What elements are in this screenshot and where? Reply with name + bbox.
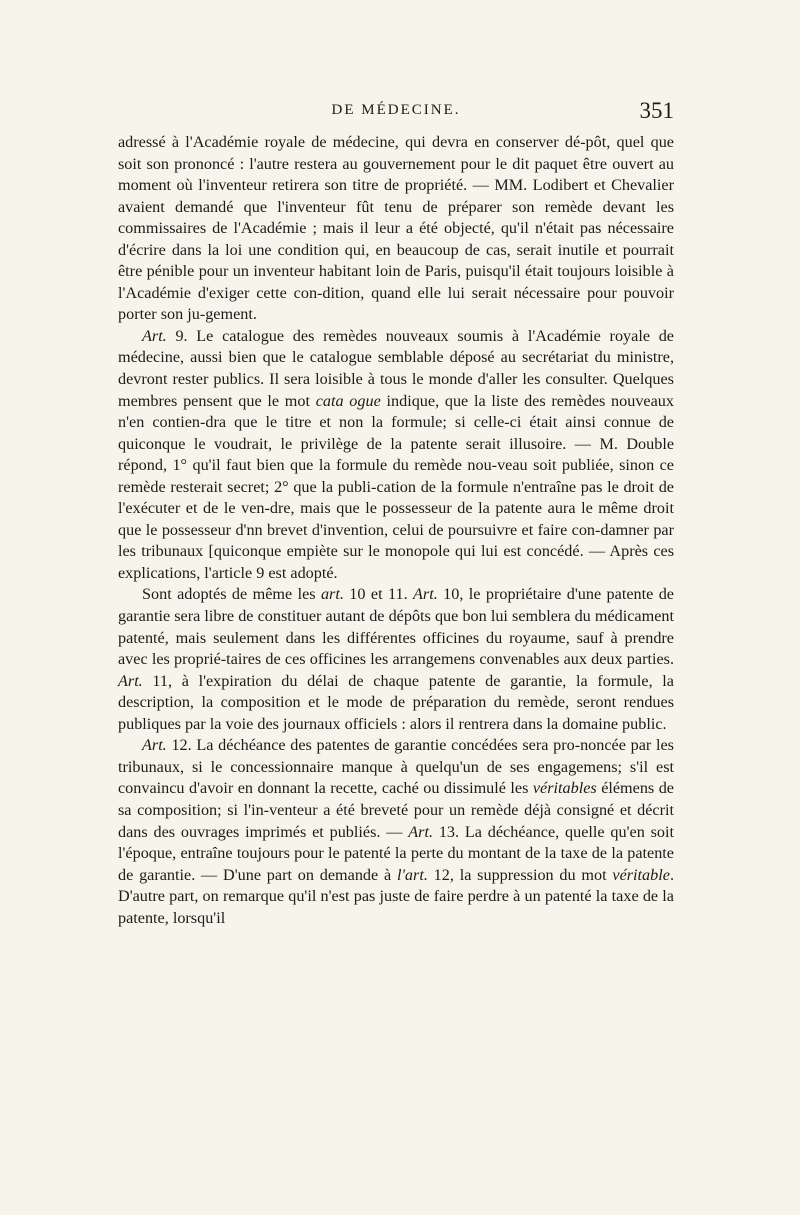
italic-run: Art. <box>118 671 143 690</box>
text-run: . D'autre part, on remarque qu'il n'est pas juste de faire perdre à un patenté la taxe de la patente, lorsqu'il <box>118 865 674 927</box>
text-run: 12. La déchéance des patentes de garantie concédées sera pro-noncée par les tribunaux, si le concessionnaire manque à quelqu'un de ses engagemens; s'il est convaincu d'avoir en donnant la recette, caché ou dissimulé les <box>118 736 674 798</box>
italic-run: art. <box>320 585 344 604</box>
page-header <box>118 98 674 130</box>
italic-run: Art. <box>142 736 167 755</box>
italic-run: l'art. <box>396 865 428 884</box>
page-number: 351 <box>639 98 674 123</box>
text-run: 12, la suppression du mot <box>427 865 613 884</box>
paragraph <box>118 735 674 929</box>
italic-run: cata ogue <box>315 391 381 410</box>
text-run: 10 et 11. <box>343 585 414 604</box>
italic-run: Art. <box>142 326 167 345</box>
italic-run: véritables <box>532 779 597 798</box>
text-run: indique, que la liste des remèdes nouveaux n'en contien-dra que le titre et non la formule; si celle-ci était ainsi connue de quiconque le voudrait, le privilège de la patente serait illusoire. — M. Double répond, 1° qu'il faut bien que la formule du remède nou-veau soit publiée, sinon ce remède resterait secret; 2° que la publi-cation de la formule n'entraîne pas le droit de l'exécuter et de le ven-dre, mais que le possesseur de la patente aura le même droit que le possesseur d'nn brevet d'invention, celui de poursuivre et faire con-damner par les tribunaux [quiconque empiète sur le monopole qui lui est concédé. — Après ces explications, l'article 9 est adopté. <box>118 391 674 582</box>
text-run: Sont adoptés de même les <box>142 585 321 604</box>
text-run: 13. La déchéance, quelle qu'en soit l'époque, entraîne toujours pour le patenté la perte du montant de la taxe de la patente de garantie. — D'une part on demande à <box>118 822 674 884</box>
italic-run: Art. <box>408 822 433 841</box>
text-run: 10, le propriétaire d'une patente de garantie sera libre de constituer autant de dépôts que bon lui semblera du médicament patenté, mais seulement dans les différentes officines du royaume, sauf à prendre avec les proprié-taires de ces officines les arrangemens convenables aux deux parties. <box>118 585 674 669</box>
text-run: 11, à l'expiration du délai de chaque patente de garantie, la formule, la description, la composition et le mode de préparation du remède, seront rendues publiques par la voie des journaux officiels : alors il rentrera dans la domaine public. <box>118 671 674 733</box>
running-head: DE MÉDECINE. <box>331 102 461 118</box>
paragraph <box>118 132 674 326</box>
text-run: 9. Le catalogue des remèdes nouveaux soumis à l'Académie royale de médecine, aussi bien que le catalogue semblable déposé au secrétariat du ministre, devront rester publics. Il sera loisible à tous le monde d'aller les consulter. Quelques membres pensent que le mot <box>118 326 674 410</box>
paragraph <box>118 584 674 735</box>
text-run: élémens de sa composition; si l'in-venteur a été breveté pour un remède déjà consigné et décrit dans des ouvrages imprimés et publiés. — <box>118 779 674 841</box>
body-text <box>118 132 674 929</box>
text-run: adressé à l'Académie royale de médecine, qui devra en conserver dé-pôt, quel que soit son prononcé : l'autre restera au gouvernement pour le dit paquet être ouvert au moment où l'inventeur retirera son titre de propriété. — MM. Lodibert et Chevalier avaient demandé que l'inventeur fût tenu de préparer son remède devant les commissaires de l'Académie ; mais il leur a été objecté, qu'il n'était pas nécessaire d'écrire dans la loi une condition qui, en beaucoup de cas, serait inutile et pourrait être pénible pour un inventeur habitant loin de Paris, puisqu'il était toujours loisible à l'Académie d'exiger cette con-dition, quand elle lui serait nécessaire pour pouvoir porter son ju-gement. <box>118 133 674 324</box>
paragraph <box>118 326 674 585</box>
italic-run: véritable <box>612 865 670 884</box>
italic-run: Art. <box>413 585 438 604</box>
